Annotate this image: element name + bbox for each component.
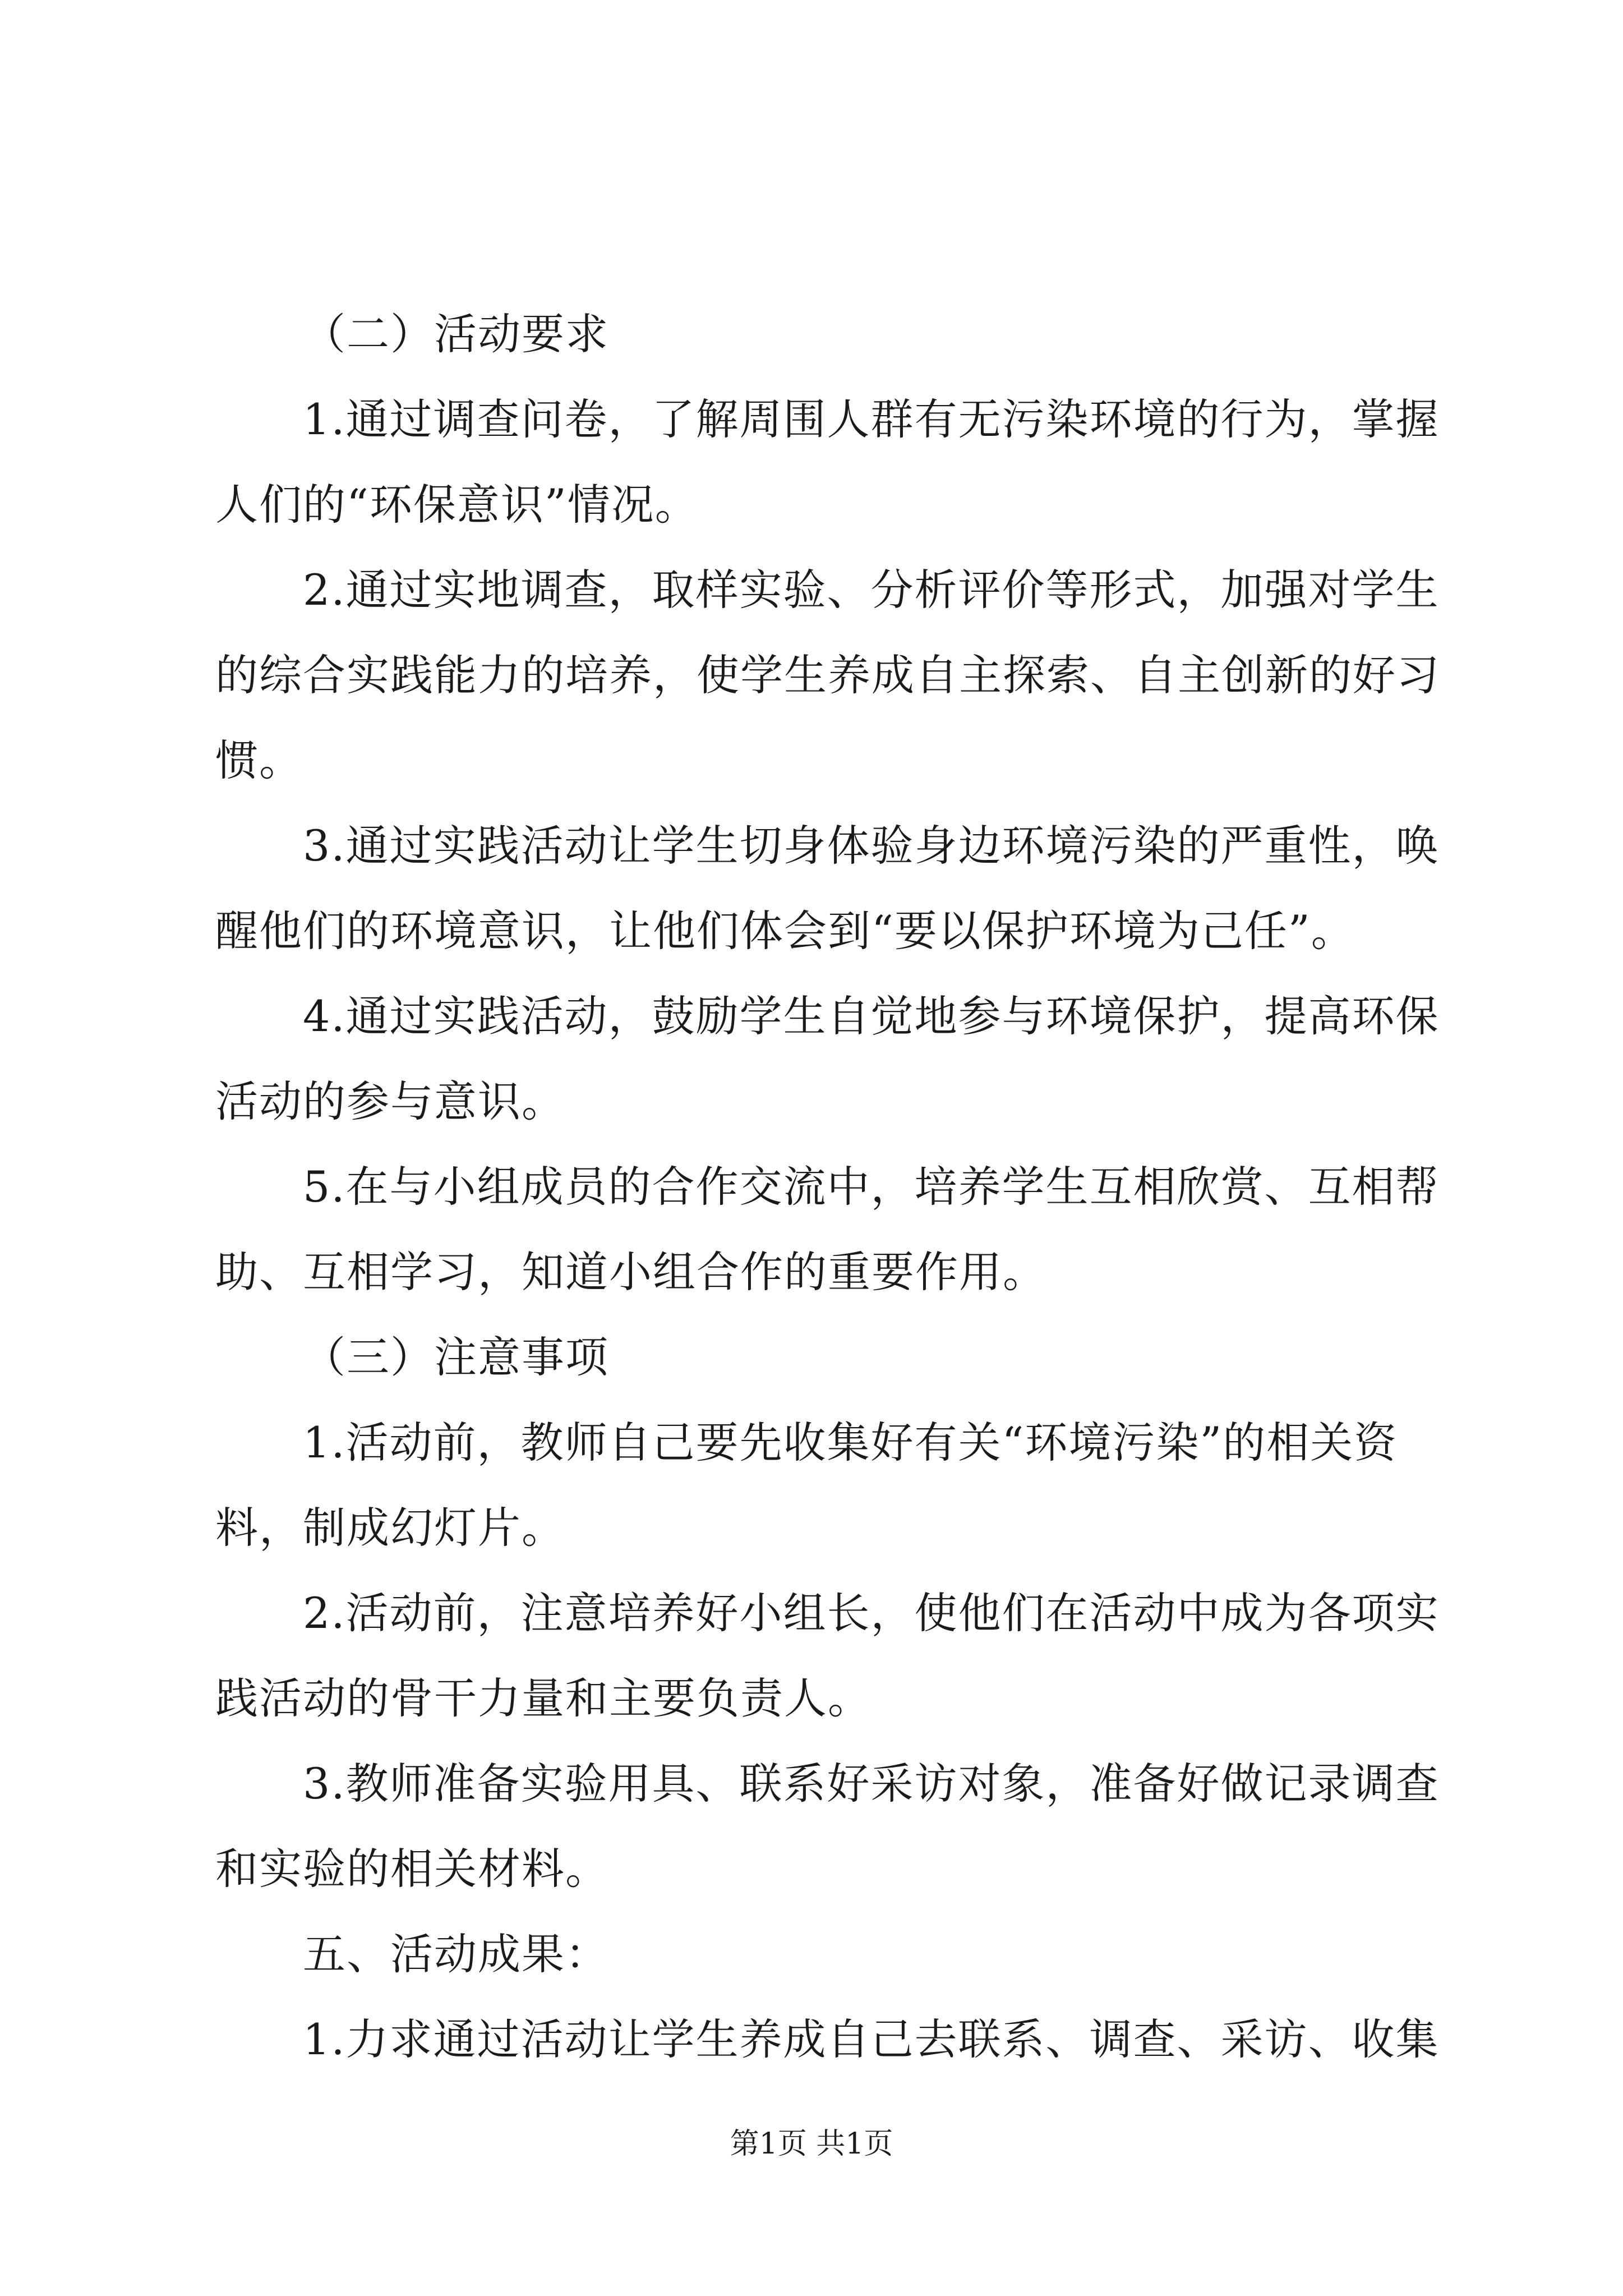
paragraph-line: 和实验的相关材料。 (215, 1844, 609, 1894)
paragraph-line: 助、互相学习，知道小组合作的重要作用。 (215, 1247, 1046, 1297)
paragraph-line: 1.力求通过活动让学生养成自己去联系、调查、采访、收集 (303, 2014, 1440, 2064)
section-heading-activity-results: 五、活动成果： (303, 1929, 609, 1979)
paragraph-line: 1.活动前，教师自己要先收集好有关“环境污染”的相关资 (303, 1418, 1398, 1467)
paragraph-line: 3.通过实践活动让学生切身体验身边环境污染的严重性，唤 (303, 821, 1440, 871)
paragraph-line: 人们的“环保意识”情况。 (215, 480, 699, 530)
paragraph-line: 惯。 (215, 735, 303, 785)
paragraph-line: 4.通过实践活动，鼓励学生自觉地参与环境保护，提高环保 (303, 991, 1440, 1041)
paragraph-line: 的综合实践能力的培养，使学生养成自主探索、自主创新的好习 (215, 650, 1440, 700)
paragraph-line: 3.教师准备实验用具、联系好采访对象，准备好做记录调查 (303, 1759, 1440, 1809)
paragraph-line: 料，制成幻灯片。 (215, 1503, 565, 1553)
section-heading-activity-requirements: （二）活动要求 (303, 309, 609, 359)
paragraph-line: 2.通过实地调查，取样实验、分析评价等形式，加强对学生 (303, 565, 1440, 615)
paragraph-line: 践活动的骨干力量和主要负责人。 (215, 1673, 872, 1723)
paragraph-line: 5.在与小组成员的合作交流中，培养学生互相欣赏、互相帮 (303, 1162, 1440, 1212)
page-footer: 第1页 共1页 (730, 2127, 893, 2161)
paragraph-line: 1.通过调查问卷，了解周围人群有无污染环境的行为，掌握 (303, 394, 1440, 444)
paragraph-line: 活动的参与意识。 (215, 1076, 565, 1126)
section-heading-notes: （三）注意事项 (303, 1332, 609, 1382)
paragraph-line: 2.活动前，注意培养好小组长，使他们在活动中成为各项实 (303, 1588, 1440, 1638)
paragraph-line: 醒他们的环境意识，让他们体会到“要以保护环境为己任”。 (215, 906, 1355, 956)
